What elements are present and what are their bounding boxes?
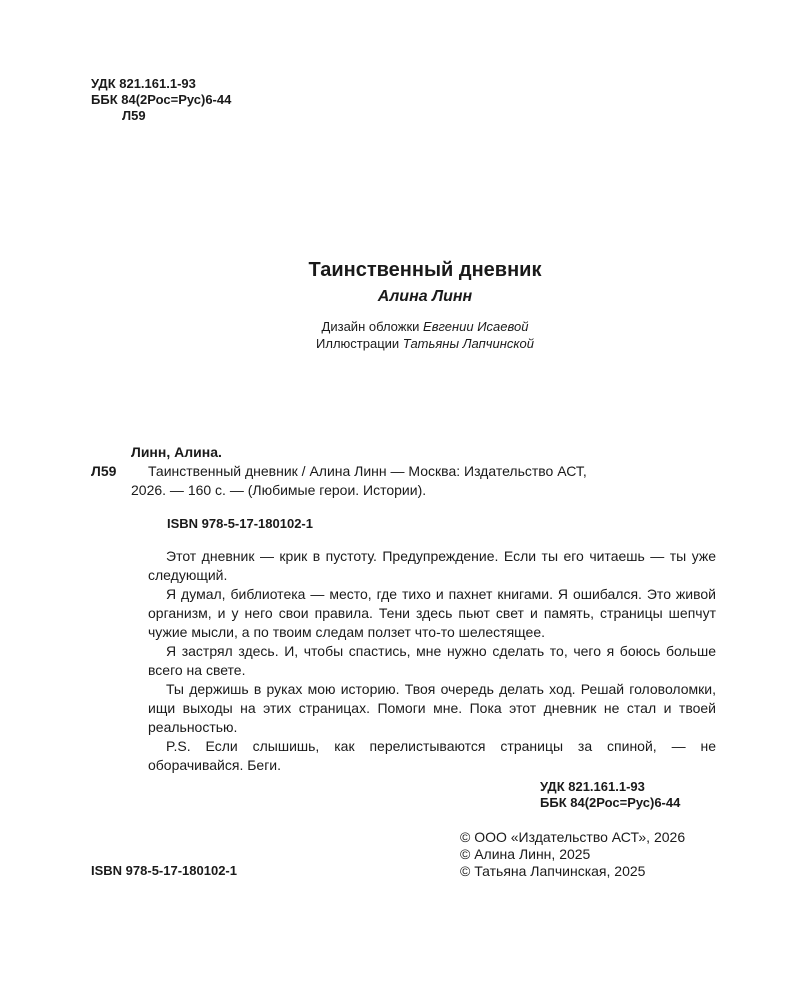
record-isbn: ISBN 978-5-17-180102-1 — [167, 516, 313, 531]
book-author: Алина Линн — [377, 288, 473, 305]
annotation-paragraph-1: Этот дневник — крик в пустоту. Предупреждение. Если ты его читаешь — ты уже следующий. — [148, 548, 716, 583]
illustrations-label: Иллюстрации — [316, 336, 400, 351]
udk-bottom: УДК 821.161.1-93 — [540, 779, 645, 794]
annotation-paragraph-5: P.S. Если слышишь, как перелистываются страницы за спиной, — не оборачивайся. Беги. — [148, 738, 716, 773]
illustrations-name: Татьяны Лапчинской — [402, 336, 534, 351]
record-sign: Л59 — [91, 463, 117, 479]
copyright-publisher: © ООО «Издательство АСТ», 2026 — [460, 829, 686, 845]
cover-design-name: Евгении Исаевой — [423, 319, 529, 334]
book-title: Таинственный дневник — [308, 259, 542, 281]
annotation — [148, 547, 716, 775]
record-line-1: Таинственный дневник / Алина Линн — Москва: Издательство АСТ, — [148, 463, 587, 479]
annotation-paragraph-4: Ты держишь в руках мою историю. Твоя очередь делать ход. Решай головоломки, ищи выходы на этих страницах. Помоги мне. Пока этот дневник не стал и твоей реальностью. — [148, 681, 716, 735]
annotation-paragraph-3: Я застрял здесь. И, чтобы спастись, мне нужно сделать то, чего я боюсь больше всего на свете. — [148, 643, 716, 678]
author-sign-top: Л59 — [122, 108, 146, 123]
bbk-bottom: ББК 84(2Рос=Рус)6-44 — [540, 795, 681, 810]
cover-design-credit — [200, 319, 650, 335]
record-line-2: 2026. — 160 с. — (Любимые герои. Истории). — [131, 482, 427, 498]
footer-isbn: ISBN 978-5-17-180102-1 — [91, 863, 237, 878]
bbk-top: ББК 84(2Рос=Рус)6-44 — [91, 92, 232, 107]
illustrations-credit — [200, 336, 650, 352]
annotation-paragraph-2: Я думал, библиотека — место, где тихо и пахнет книгами. Я ошибался. Это живой организм, и у него свои правила. Тени здесь пьют свет и память, страницы шепчут чужие мысли, а по твоим следам ползет что-то шелестящее. — [148, 586, 716, 640]
record-heading: Линн, Алина. — [131, 444, 222, 460]
udk-top: УДК 821.161.1-93 — [91, 76, 196, 91]
copyright-illustrator: © Татьяна Лапчинская, 2025 — [460, 863, 646, 879]
copyright-author: © Алина Линн, 2025 — [460, 846, 591, 862]
cover-design-label: Дизайн обложки — [321, 319, 420, 334]
